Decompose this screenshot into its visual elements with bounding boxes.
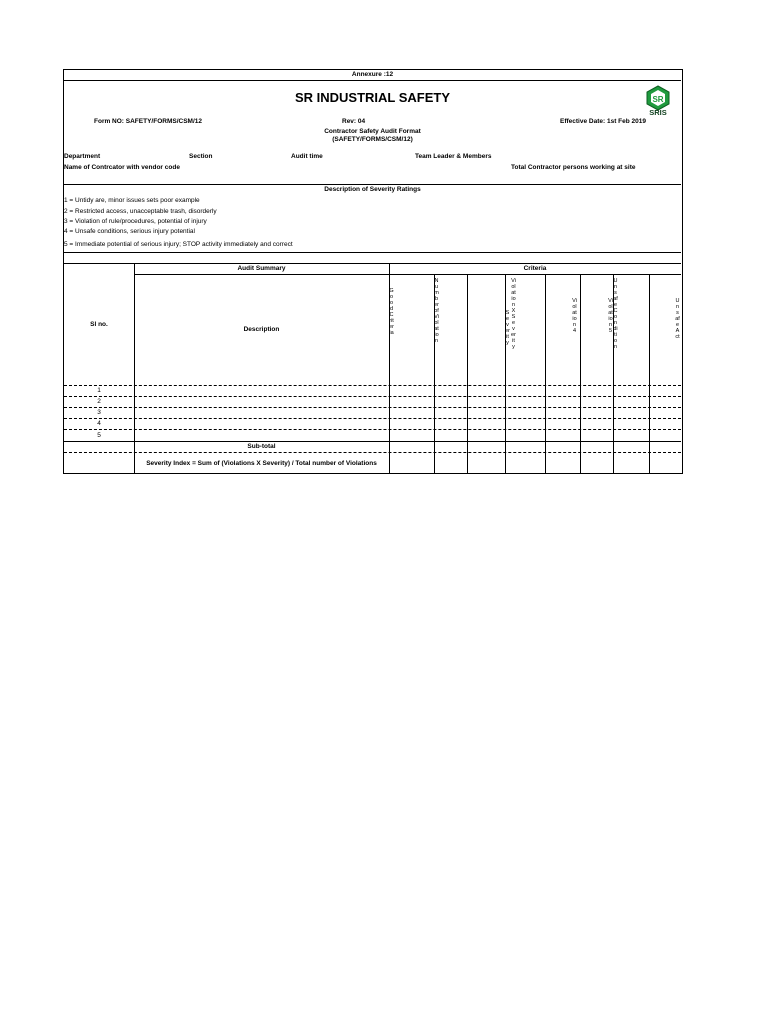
severity-item: 2 = Restricted access, unacceptable trash, disorderly (64, 208, 217, 215)
contractor-name-label: Name of Contrcator with vendor code (64, 164, 180, 171)
criteria-col-header: Severity (505, 310, 510, 346)
revision: Rev: 04 (342, 118, 366, 125)
severity-title: Description of Severity Ratings (324, 186, 421, 193)
audit-time-label: Audit time (291, 153, 323, 160)
subtotal-label: Sub-total (247, 443, 276, 450)
description-header: Description (243, 326, 280, 333)
table-row-number: 3 (97, 409, 101, 416)
logo-text: SRIS (649, 108, 667, 117)
criteria-col-header: Number of Violation (434, 278, 439, 344)
annexure-label: Annexure :12 (351, 71, 394, 78)
audit-summary-header: Audit Summary (237, 265, 286, 272)
format-code: (SAFETY/FORMS/CSM/12) (332, 136, 413, 143)
company-title: SR INDUSTRIAL SAFETY (294, 90, 451, 105)
sl-no-header: Sl no. (90, 321, 108, 328)
criteria-col-header: Violation 4 (572, 298, 577, 334)
criteria-col-header: Violation X Severity (511, 278, 516, 350)
severity-index-formula: Severity Index = Sum of (Violations X Severity) / Total number of Violations (146, 460, 377, 467)
severity-item: 3 = Violation of rule/procedures, potential of injury (64, 218, 207, 225)
severity-item: 4 = Unsafe conditions, serious injury potential (64, 228, 195, 235)
table-row-number: 4 (97, 420, 101, 427)
table-row-number: 1 (97, 387, 101, 394)
audit-form-sheet (63, 69, 683, 474)
criteria-col-header: Violation 5 (608, 298, 613, 334)
company-logo (645, 85, 671, 117)
criteria-col-header: Good Criteria (389, 288, 394, 336)
severity-item: 1 = Untidy are, minor issues sets poor example (64, 197, 200, 204)
criteria-col-header: Unsafe Act (675, 298, 680, 340)
svg-text:SR: SR (652, 95, 664, 104)
criteria-header: Criteria (523, 265, 547, 272)
section-label: Section (189, 153, 213, 160)
table-row-number: 5 (97, 432, 101, 439)
severity-item: 5 = Immediate potential of serious injury; STOP activity immediately and correct (64, 241, 293, 248)
format-title: Contractor Safety Audit Format (324, 128, 421, 135)
criteria-col-header: Unsafe Condition (613, 278, 618, 350)
team-leader-label: Team Leader & Members (415, 153, 492, 160)
department-label: Department (64, 153, 101, 160)
effective-date: Effective Date: 1st Feb 2019 (560, 118, 646, 125)
total-persons-label: Total Contractor persons working at site (511, 164, 636, 171)
form-number: Form NO: SAFETY/FORMS/CSM/12 (94, 118, 202, 125)
table-row-number: 2 (97, 398, 101, 405)
